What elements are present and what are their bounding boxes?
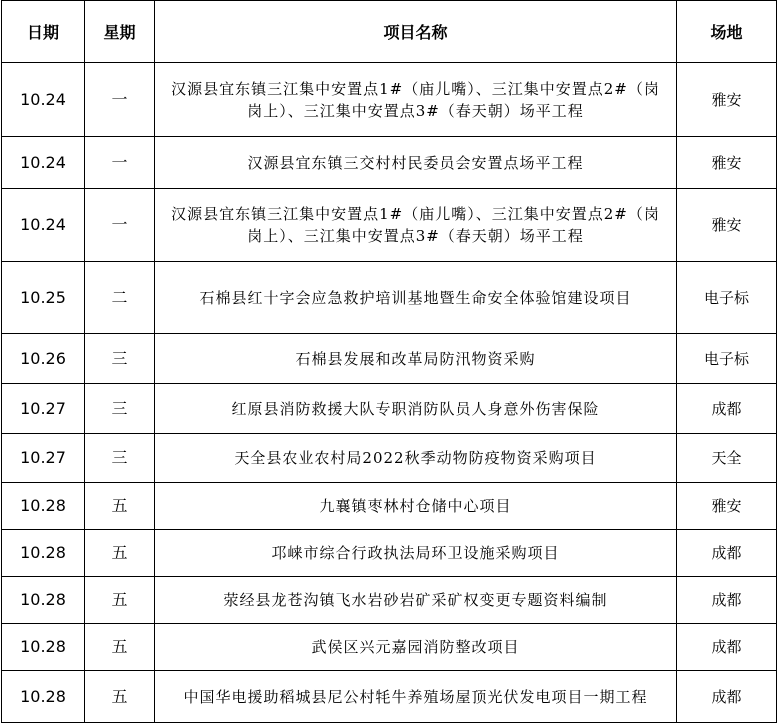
- table-row: [2, 671, 777, 723]
- table-row: [2, 530, 777, 577]
- weekday-cell: 五: [85, 530, 155, 577]
- project-name-cell: 石棉县发展和改革局防汛物资采购: [155, 334, 677, 384]
- venue-cell: 电子标: [677, 262, 777, 334]
- project-name-cell: 汉源县宜东镇三江集中安置点1#（庙儿嘴）、三江集中安置点2#（岗岗上）、三江集中安置点3#（春天朝）场平工程: [155, 189, 677, 262]
- date-cell: 10.28: [2, 671, 85, 723]
- table-row: [2, 137, 777, 189]
- date-cell: 10.28: [2, 530, 85, 577]
- date-cell: 10.26: [2, 334, 85, 384]
- table-row: [2, 434, 777, 483]
- project-name-cell: 邛崃市综合行政执法局环卫设施采购项目: [155, 530, 677, 577]
- venue-cell: 雅安: [677, 189, 777, 262]
- weekday-cell: 一: [85, 63, 155, 137]
- date-cell: 10.24: [2, 63, 85, 137]
- venue-cell: 成都: [677, 384, 777, 434]
- table-row: [2, 63, 777, 137]
- weekday-cell: 三: [85, 334, 155, 384]
- project-name-cell: 红原县消防救援大队专职消防队员人身意外伤害保险: [155, 384, 677, 434]
- table-row: [2, 334, 777, 384]
- venue-cell: 成都: [677, 671, 777, 723]
- date-cell: 10.27: [2, 384, 85, 434]
- schedule-table: [1, 0, 777, 723]
- venue-cell: 雅安: [677, 137, 777, 189]
- weekday-cell: 一: [85, 189, 155, 262]
- date-cell: 10.24: [2, 189, 85, 262]
- weekday-cell: 三: [85, 434, 155, 483]
- project-name-cell: 汉源县宜东镇三交村村民委员会安置点场平工程: [155, 137, 677, 189]
- project-name-cell: 天全县农业农村局2022秋季动物防疫物资采购项目: [155, 434, 677, 483]
- weekday-cell: 五: [85, 483, 155, 530]
- weekday-cell: 一: [85, 137, 155, 189]
- header-project-name: 项目名称: [155, 1, 677, 63]
- date-cell: 10.25: [2, 262, 85, 334]
- date-cell: 10.28: [2, 577, 85, 624]
- header-row: [2, 1, 777, 63]
- project-name-cell: 武侯区兴元嘉园消防整改项目: [155, 624, 677, 671]
- project-name-cell: 石棉县红十字会应急救护培训基地暨生命安全体验馆建设项目: [155, 262, 677, 334]
- weekday-cell: 五: [85, 671, 155, 723]
- date-cell: 10.27: [2, 434, 85, 483]
- table-row: [2, 577, 777, 624]
- table-row: [2, 262, 777, 334]
- date-cell: 10.28: [2, 483, 85, 530]
- table-row: [2, 483, 777, 530]
- table-row: [2, 624, 777, 671]
- venue-cell: 成都: [677, 530, 777, 577]
- weekday-cell: 五: [85, 624, 155, 671]
- date-cell: 10.24: [2, 137, 85, 189]
- weekday-cell: 二: [85, 262, 155, 334]
- table-row: [2, 384, 777, 434]
- table-row: [2, 189, 777, 262]
- project-name-cell: 中国华电援助稻城县尼公村牦牛养殖场屋顶光伏发电项目一期工程: [155, 671, 677, 723]
- weekday-cell: 三: [85, 384, 155, 434]
- project-name-cell: 汉源县宜东镇三江集中安置点1#（庙儿嘴）、三江集中安置点2#（岗岗上）、三江集中安置点3#（春天朝）场平工程: [155, 63, 677, 137]
- weekday-cell: 五: [85, 577, 155, 624]
- venue-cell: 雅安: [677, 483, 777, 530]
- venue-cell: 成都: [677, 624, 777, 671]
- venue-cell: 雅安: [677, 63, 777, 137]
- header-venue: 场地: [677, 1, 777, 63]
- date-cell: 10.28: [2, 624, 85, 671]
- project-name-cell: 九襄镇枣林村仓储中心项目: [155, 483, 677, 530]
- venue-cell: 电子标: [677, 334, 777, 384]
- project-name-cell: 荥经县龙苍沟镇飞水岩砂岩矿采矿权变更专题资料编制: [155, 577, 677, 624]
- header-date: 日期: [2, 1, 85, 63]
- venue-cell: 天全: [677, 434, 777, 483]
- venue-cell: 成都: [677, 577, 777, 624]
- header-weekday: 星期: [85, 1, 155, 63]
